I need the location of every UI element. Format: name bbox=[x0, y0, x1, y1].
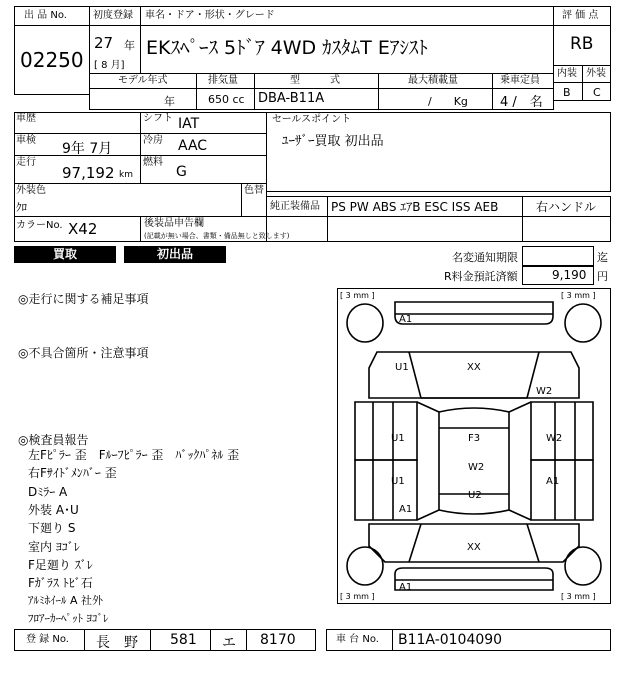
inspection-label: 車検 bbox=[16, 135, 36, 146]
car-name-label: 車名・ドア・形状・グレード bbox=[145, 10, 275, 21]
mark-back-glass: XX bbox=[467, 542, 481, 553]
first-reg-label: 初度登録 bbox=[93, 10, 133, 21]
inspector-report-label: ◎検査員報告 bbox=[18, 433, 89, 447]
evaluation-score: RB bbox=[570, 34, 594, 54]
sales-point-value: ﾕｰｻﾞｰ買取 初出品 bbox=[282, 134, 384, 149]
fuel-value: G bbox=[176, 164, 187, 180]
lot-no: 02250 bbox=[20, 48, 84, 72]
corner-label-br: [ 3 mm ] bbox=[561, 592, 596, 601]
mark-roof-top: F3 bbox=[468, 433, 481, 444]
shift-value: IAT bbox=[178, 116, 200, 132]
repaint-label: 色替 bbox=[244, 185, 264, 196]
capacity-label: 乗車定員 bbox=[500, 75, 540, 86]
inspector-line: 下廻り S bbox=[28, 521, 76, 535]
interior-label: 内装 bbox=[557, 68, 577, 79]
inspector-line: Dﾐﾗｰ A bbox=[28, 485, 68, 499]
inspector-line: 右Fｻｲﾄﾞﾒﾝﾊﾞｰ 歪 bbox=[28, 466, 117, 480]
color-no-label: カラーNo. bbox=[16, 220, 63, 231]
color-no-value: X42 bbox=[68, 220, 98, 238]
mark-left-rear-door: U1 bbox=[391, 476, 405, 487]
mark-left-front-door: U1 bbox=[391, 433, 405, 444]
registration-kana: エ bbox=[222, 635, 236, 651]
equipment-label: 純正装備品 bbox=[270, 201, 320, 212]
mark-right-rear-door: A1 bbox=[546, 476, 560, 487]
displacement-label: 排気量 bbox=[208, 75, 238, 86]
exterior-label: 外装 bbox=[586, 68, 606, 79]
type-label: 型 式 bbox=[290, 75, 340, 86]
left-side-front bbox=[355, 402, 417, 460]
history-label: 車歴 bbox=[16, 113, 36, 124]
equipment-value: PS PW ABS ｴｱB ESC ISS AEB bbox=[331, 200, 499, 214]
color-value: ｸﾛ bbox=[16, 201, 27, 214]
registration-label: 登 録 No. bbox=[26, 634, 69, 645]
inspector-line: 左Fﾋﾟﾗｰ 歪 Fﾙｰﾌﾋﾟﾗｰ 歪 ﾊﾞｯｸﾊﾟﾈﾙ 歪 bbox=[28, 448, 240, 462]
mark-hood-center: XX bbox=[467, 362, 481, 373]
defect-notes-label: ◎不具合箇所・注意事項 bbox=[18, 346, 149, 360]
first-reg-year: 27 bbox=[94, 34, 114, 52]
model-year-label: モデル年式 bbox=[118, 75, 168, 86]
recycle-unit: 円 bbox=[597, 270, 608, 283]
color-label: 外装色 bbox=[16, 185, 46, 196]
shift-label: シフト bbox=[143, 113, 173, 124]
name-change-label: 名変通知期限 bbox=[452, 251, 518, 264]
car-condition-diagram bbox=[337, 288, 611, 604]
mileage-value: 97,192 bbox=[62, 164, 115, 182]
wheel-front-left bbox=[347, 304, 383, 342]
inspector-line: Fｶﾞﾗｽ ﾄﾋﾞ石 bbox=[28, 576, 93, 590]
recycle-value: 9,190 bbox=[552, 268, 587, 282]
ac-label: 冷房 bbox=[143, 135, 163, 146]
car-name: EKｽﾍﾟｰｽ 5ﾄﾞｱ 4WD ｶｽﾀﾑT Eｱｼｽﾄ bbox=[146, 37, 428, 59]
mark-roof-bottom: U2 bbox=[468, 490, 482, 501]
mileage-unit: km bbox=[119, 170, 133, 180]
capacity: 4 / 名 bbox=[500, 95, 543, 110]
chassis-label: 車 台 No. bbox=[336, 634, 379, 645]
right-side-rear bbox=[531, 460, 593, 520]
evaluation-label: 評 価 点 bbox=[562, 10, 599, 21]
lot-no-label: 出 品 No. bbox=[24, 10, 67, 21]
front-bumper bbox=[395, 302, 553, 324]
handle-value: 右ハンドル bbox=[536, 200, 597, 214]
ac-value: AAC bbox=[178, 138, 208, 154]
wheel-rear-right bbox=[565, 547, 601, 585]
first-reg-year-unit: 年 bbox=[124, 39, 135, 52]
model-year-unit: 年 bbox=[164, 95, 175, 108]
mark-left-rear: A1 bbox=[399, 504, 413, 515]
inspector-line: 外装 A･U bbox=[28, 503, 79, 517]
mileage-label: 走行 bbox=[16, 157, 36, 168]
exterior-score: C bbox=[593, 86, 601, 99]
inspection-value: 9年 7月 bbox=[62, 141, 113, 157]
max-load-label: 最大積載量 bbox=[408, 75, 458, 86]
max-load: / Kg bbox=[428, 95, 468, 108]
first-reg-month: [ 8 月] bbox=[94, 60, 125, 71]
inspector-line: ﾌﾛｱｰｶｰﾍﾟｯﾄ ﾖｺﾞﾚ bbox=[28, 612, 109, 625]
wheel-front-right bbox=[565, 304, 601, 342]
corner-label-bl: [ 3 mm ] bbox=[340, 592, 375, 601]
registration-class: 581 bbox=[170, 632, 197, 648]
registration-place: 長 野 bbox=[96, 635, 138, 651]
rear-bumper bbox=[395, 568, 553, 590]
corner-label-tl: [ 3 mm ] bbox=[340, 291, 375, 300]
running-notes-label: ◎走行に関する補足事項 bbox=[18, 292, 149, 306]
wheel-rear-left bbox=[347, 547, 383, 585]
inspector-line: F足廻り ｽﾞﾚ bbox=[28, 558, 93, 572]
name-change-suffix: 迄 bbox=[597, 251, 608, 264]
name-change-box bbox=[522, 246, 594, 266]
right-side-front bbox=[531, 402, 593, 460]
mark-hood-right: W2 bbox=[536, 386, 553, 397]
mark-hood-left: U1 bbox=[395, 362, 409, 373]
recycle-label: R料金預託済額 bbox=[444, 270, 518, 283]
chassis-number: B11A-0104090 bbox=[398, 632, 503, 648]
mark-roof-mid: W2 bbox=[468, 462, 485, 473]
fuel-label: 燃料 bbox=[143, 157, 163, 168]
type-value: DBA-B11A bbox=[258, 91, 325, 106]
inspector-line: ｱﾙﾐﾎｲｰﾙ A 社外 bbox=[28, 594, 104, 607]
badge-first-listing: 初出品 bbox=[124, 246, 226, 263]
mark-front-bumper: A1 bbox=[399, 314, 413, 325]
displacement: 650 cc bbox=[208, 93, 245, 106]
later-note: (記載が無い場合、書類・備品無しと致します) bbox=[144, 232, 290, 240]
mark-right-front-door: W2 bbox=[546, 433, 563, 444]
sales-point-label: セールスポイント bbox=[272, 114, 352, 125]
later-label: 後装品申告欄 bbox=[144, 218, 204, 229]
inspector-line: 室内 ﾖｺﾞﾚ bbox=[28, 540, 80, 554]
badge-purchase: 買取 bbox=[14, 246, 116, 263]
corner-label-tr: [ 3 mm ] bbox=[561, 291, 596, 300]
mark-rear-bumper: A1 bbox=[399, 582, 413, 593]
registration-number: 8170 bbox=[260, 632, 296, 648]
interior-score: B bbox=[563, 86, 571, 99]
